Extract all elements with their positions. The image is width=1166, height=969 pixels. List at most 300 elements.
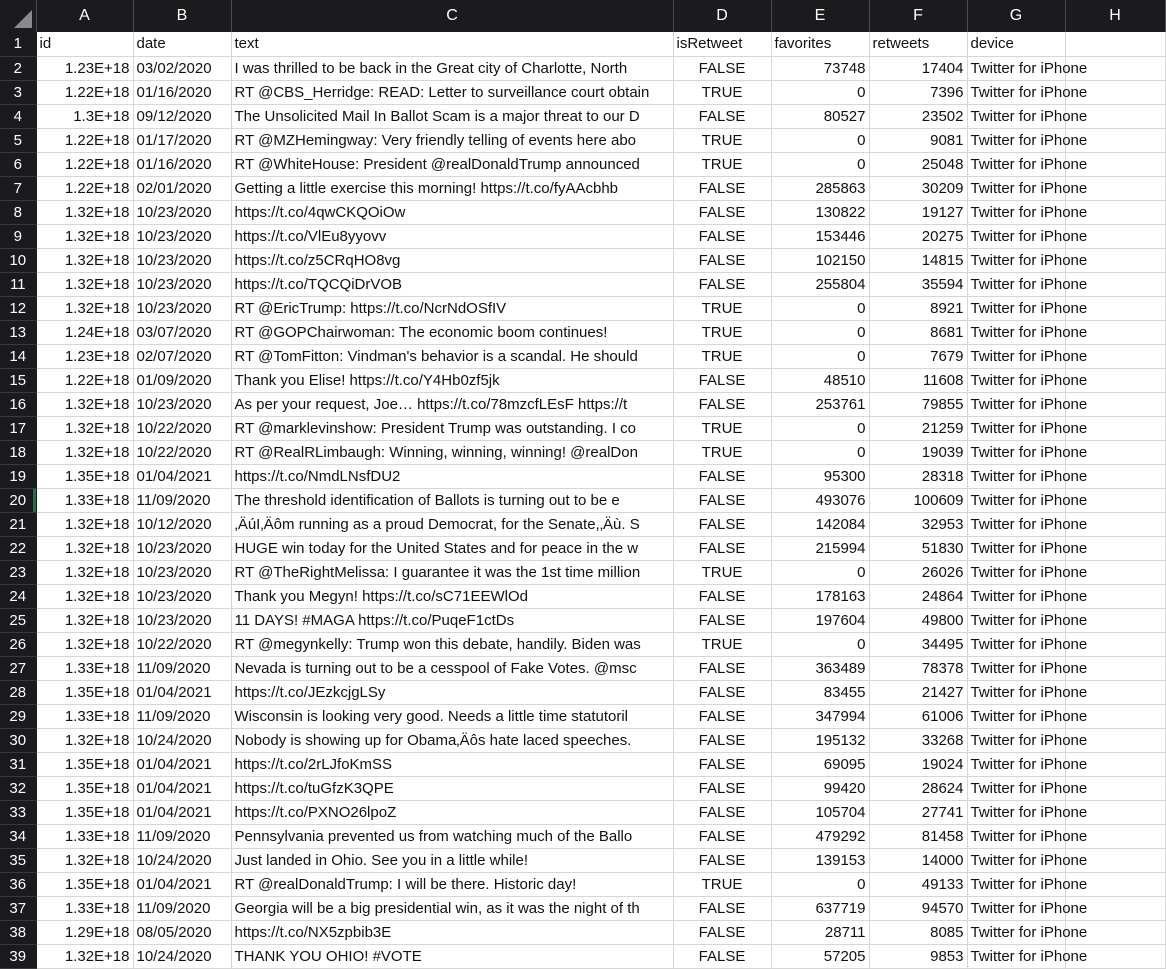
cell[interactable]: Twitter for iPhone [967, 824, 1065, 848]
cell[interactable]: 1.29E+18 [36, 920, 133, 944]
cell[interactable]: https://t.co/2rLJfoKmSS [231, 752, 673, 776]
cell[interactable]: 8085 [869, 920, 967, 944]
cell[interactable]: 0 [771, 152, 869, 176]
cell[interactable]: Twitter for iPhone [967, 536, 1065, 560]
cell[interactable]: 51830 [869, 536, 967, 560]
cell[interactable]: RT @realDonaldTrump: I will be there. Historic day! [231, 872, 673, 896]
cell[interactable]: RT @marklevinshow: President Trump was outstanding. I co [231, 416, 673, 440]
cell[interactable]: RT @TomFitton: Vindman's behavior is a scandal. He should [231, 344, 673, 368]
row-header[interactable]: 24 [0, 584, 36, 608]
cell[interactable]: TRUE [673, 320, 771, 344]
cell[interactable]: 23502 [869, 104, 967, 128]
cell[interactable]: 01/04/2021 [133, 680, 231, 704]
cell[interactable]: 253761 [771, 392, 869, 416]
cell[interactable]: FALSE [673, 752, 771, 776]
row-header[interactable]: 22 [0, 536, 36, 560]
cell[interactable]: Twitter for iPhone [967, 296, 1065, 320]
cell[interactable]: Twitter for iPhone [967, 560, 1065, 584]
cell[interactable]: Just landed in Ohio. See you in a little while! [231, 848, 673, 872]
cell[interactable]: Twitter for iPhone [967, 656, 1065, 680]
column-header-f[interactable]: F [869, 0, 967, 32]
cell[interactable]: Twitter for iPhone [967, 272, 1065, 296]
cell[interactable]: 0 [771, 296, 869, 320]
cell[interactable]: Nobody is showing up for Obama‚Äôs hate laced speeches. [231, 728, 673, 752]
column-header-a[interactable]: A [36, 0, 133, 32]
cell[interactable]: FALSE [673, 392, 771, 416]
cell[interactable]: 1.22E+18 [36, 128, 133, 152]
row-header[interactable]: 37 [0, 896, 36, 920]
cell[interactable]: 215994 [771, 536, 869, 560]
cell[interactable]: 02/07/2020 [133, 344, 231, 368]
cell[interactable]: 14815 [869, 248, 967, 272]
cell[interactable]: 1.3E+18 [36, 104, 133, 128]
cell[interactable]: 1.32E+18 [36, 728, 133, 752]
cell[interactable]: 1.35E+18 [36, 464, 133, 488]
cell[interactable]: Twitter for iPhone [967, 776, 1065, 800]
cell[interactable]: 8921 [869, 296, 967, 320]
cell[interactable]: 33268 [869, 728, 967, 752]
cell[interactable]: 78378 [869, 656, 967, 680]
cell[interactable]: 79855 [869, 392, 967, 416]
cell[interactable]: Wisconsin is looking very good. Needs a little time statutoril [231, 704, 673, 728]
cell[interactable]: 0 [771, 344, 869, 368]
cell[interactable]: 255804 [771, 272, 869, 296]
cell[interactable]: 0 [771, 80, 869, 104]
cell[interactable]: Twitter for iPhone [967, 800, 1065, 824]
row-header[interactable]: 25 [0, 608, 36, 632]
row-header[interactable]: 36 [0, 872, 36, 896]
cell[interactable]: 1.24E+18 [36, 320, 133, 344]
cell[interactable]: 1.32E+18 [36, 272, 133, 296]
cell[interactable]: 102150 [771, 248, 869, 272]
cell[interactable]: TRUE [673, 440, 771, 464]
cell[interactable]: 1.23E+18 [36, 344, 133, 368]
cell[interactable]: 25048 [869, 152, 967, 176]
cell[interactable]: 01/16/2020 [133, 80, 231, 104]
cell[interactable]: 1.22E+18 [36, 152, 133, 176]
cell[interactable]: FALSE [673, 488, 771, 512]
row-header[interactable]: 34 [0, 824, 36, 848]
cell[interactable]: Twitter for iPhone [967, 872, 1065, 896]
row-header[interactable]: 19 [0, 464, 36, 488]
cell[interactable]: 1.32E+18 [36, 944, 133, 968]
cell[interactable]: 14000 [869, 848, 967, 872]
cell[interactable]: 1.35E+18 [36, 680, 133, 704]
cell[interactable]: THANK YOU OHIO! #VOTE [231, 944, 673, 968]
cell[interactable]: Twitter for iPhone [967, 104, 1065, 128]
cell[interactable]: 1.32E+18 [36, 584, 133, 608]
cell[interactable]: Twitter for iPhone [967, 488, 1065, 512]
cell[interactable]: 11/09/2020 [133, 704, 231, 728]
cell[interactable]: 10/23/2020 [133, 200, 231, 224]
row-header[interactable]: 9 [0, 224, 36, 248]
row-header[interactable]: 35 [0, 848, 36, 872]
cell[interactable]: https://t.co/NmdLNsfDU2 [231, 464, 673, 488]
cell[interactable]: 49133 [869, 872, 967, 896]
cell[interactable]: 10/23/2020 [133, 536, 231, 560]
cell[interactable]: 1.32E+18 [36, 416, 133, 440]
cell[interactable]: TRUE [673, 344, 771, 368]
cell[interactable]: 1.35E+18 [36, 872, 133, 896]
row-header[interactable]: 6 [0, 152, 36, 176]
cell[interactable]: Twitter for iPhone [967, 320, 1065, 344]
row-header[interactable]: 28 [0, 680, 36, 704]
cell[interactable]: 9853 [869, 944, 967, 968]
row-header[interactable]: 18 [0, 440, 36, 464]
cell[interactable]: 61006 [869, 704, 967, 728]
cell[interactable]: 95300 [771, 464, 869, 488]
cell[interactable]: 8681 [869, 320, 967, 344]
row-header[interactable]: 10 [0, 248, 36, 272]
cell[interactable]: The Unsolicited Mail In Ballot Scam is a major threat to our D [231, 104, 673, 128]
cell[interactable]: 197604 [771, 608, 869, 632]
cell[interactable]: FALSE [673, 608, 771, 632]
cell[interactable]: TRUE [673, 296, 771, 320]
cell[interactable]: FALSE [673, 512, 771, 536]
cell[interactable]: ‚ÄúI‚Äôm running as a proud Democrat, for the Senate,‚Äù. S [231, 512, 673, 536]
cell[interactable]: 10/24/2020 [133, 944, 231, 968]
cell[interactable]: 1.32E+18 [36, 560, 133, 584]
cell[interactable]: 1.33E+18 [36, 704, 133, 728]
cell[interactable]: 10/23/2020 [133, 296, 231, 320]
cell[interactable]: RT @WhiteHouse: President @realDonaldTrump announced [231, 152, 673, 176]
cell[interactable]: 01/04/2021 [133, 752, 231, 776]
cell[interactable]: 28711 [771, 920, 869, 944]
cell[interactable]: 10/23/2020 [133, 608, 231, 632]
cell[interactable]: 03/02/2020 [133, 56, 231, 80]
cell[interactable]: FALSE [673, 104, 771, 128]
cell[interactable]: 01/16/2020 [133, 152, 231, 176]
cell[interactable]: 479292 [771, 824, 869, 848]
row-header[interactable]: 31 [0, 752, 36, 776]
cell[interactable]: 17404 [869, 56, 967, 80]
cell[interactable]: Twitter for iPhone [967, 512, 1065, 536]
cell[interactable]: 178163 [771, 584, 869, 608]
cell[interactable]: 493076 [771, 488, 869, 512]
row-header[interactable]: 33 [0, 800, 36, 824]
cell[interactable]: 35594 [869, 272, 967, 296]
cell[interactable]: https://t.co/tuGfzK3QPE [231, 776, 673, 800]
cell[interactable]: TRUE [673, 416, 771, 440]
cell[interactable]: FALSE [673, 464, 771, 488]
cell[interactable]: Twitter for iPhone [967, 152, 1065, 176]
cell[interactable]: As per your request, Joe… https://t.co/78mzcfLEsF https://t [231, 392, 673, 416]
cell[interactable]: 30209 [869, 176, 967, 200]
cell[interactable]: 01/04/2021 [133, 464, 231, 488]
cell[interactable]: FALSE [673, 176, 771, 200]
cell[interactable]: https://t.co/PXNO26lpoZ [231, 800, 673, 824]
cell[interactable]: 01/04/2021 [133, 776, 231, 800]
cell[interactable]: I was thrilled to be back in the Great city of Charlotte, North [231, 56, 673, 80]
row-header[interactable]: 15 [0, 368, 36, 392]
cell[interactable]: text [231, 32, 673, 56]
row-header[interactable]: 16 [0, 392, 36, 416]
cell[interactable]: 08/05/2020 [133, 920, 231, 944]
cell[interactable]: 1.32E+18 [36, 440, 133, 464]
row-header[interactable]: 11 [0, 272, 36, 296]
cell[interactable]: 19127 [869, 200, 967, 224]
cell[interactable]: The threshold identification of Ballots is turning out to be e [231, 488, 673, 512]
cell[interactable]: 1.32E+18 [36, 224, 133, 248]
cell[interactable]: Twitter for iPhone [967, 440, 1065, 464]
cell[interactable]: TRUE [673, 80, 771, 104]
cell[interactable]: 1.35E+18 [36, 776, 133, 800]
cell[interactable]: 1.33E+18 [36, 824, 133, 848]
cell[interactable]: 1.32E+18 [36, 248, 133, 272]
cell[interactable]: FALSE [673, 584, 771, 608]
cell[interactable]: FALSE [673, 656, 771, 680]
row-header[interactable]: 17 [0, 416, 36, 440]
cell[interactable]: 21259 [869, 416, 967, 440]
cell[interactable]: FALSE [673, 536, 771, 560]
cell[interactable]: 34495 [869, 632, 967, 656]
cell[interactable]: 28624 [869, 776, 967, 800]
cell[interactable]: 19024 [869, 752, 967, 776]
cell[interactable]: FALSE [673, 56, 771, 80]
cell[interactable]: 1.35E+18 [36, 800, 133, 824]
cell[interactable]: Twitter for iPhone [967, 728, 1065, 752]
cell[interactable]: 01/17/2020 [133, 128, 231, 152]
cell[interactable]: 81458 [869, 824, 967, 848]
cell[interactable]: FALSE [673, 824, 771, 848]
cell[interactable]: 1.32E+18 [36, 200, 133, 224]
cell[interactable]: FALSE [673, 680, 771, 704]
cell[interactable]: 7396 [869, 80, 967, 104]
cell[interactable]: TRUE [673, 632, 771, 656]
cell[interactable]: 10/12/2020 [133, 512, 231, 536]
cell[interactable]: 1.32E+18 [36, 296, 133, 320]
cell[interactable]: https://t.co/NX5zpbib3E [231, 920, 673, 944]
cell[interactable]: 49800 [869, 608, 967, 632]
row-header[interactable]: 21 [0, 512, 36, 536]
cell[interactable]: Thank you Elise! https://t.co/Y4Hb0zf5jk [231, 368, 673, 392]
cell[interactable]: Twitter for iPhone [967, 344, 1065, 368]
cell[interactable]: 57205 [771, 944, 869, 968]
cell[interactable]: TRUE [673, 128, 771, 152]
row-header[interactable]: 38 [0, 920, 36, 944]
cell[interactable]: 285863 [771, 176, 869, 200]
cell[interactable]: RT @CBS_Herridge: READ: Letter to surveillance court obtain [231, 80, 673, 104]
cell[interactable]: 73748 [771, 56, 869, 80]
cell[interactable]: 1.32E+18 [36, 632, 133, 656]
column-header-g[interactable]: G [967, 0, 1065, 32]
cell[interactable]: 7679 [869, 344, 967, 368]
cell[interactable]: 09/12/2020 [133, 104, 231, 128]
column-header-c[interactable]: C [231, 0, 673, 32]
cell[interactable]: 130822 [771, 200, 869, 224]
cell[interactable]: device [967, 32, 1065, 56]
cell[interactable]: 99420 [771, 776, 869, 800]
cell[interactable]: Twitter for iPhone [967, 584, 1065, 608]
cell[interactable]: FALSE [673, 248, 771, 272]
cell[interactable]: RT @RealRLimbaugh: Winning, winning, winning! @realDon [231, 440, 673, 464]
row-header[interactable]: 39 [0, 944, 36, 968]
cell[interactable]: 19039 [869, 440, 967, 464]
cell[interactable]: 94570 [869, 896, 967, 920]
cell[interactable]: Twitter for iPhone [967, 56, 1065, 80]
cell[interactable]: FALSE [673, 848, 771, 872]
cell[interactable]: 21427 [869, 680, 967, 704]
cell[interactable]: Thank you Megyn! https://t.co/sC71EEWlOd [231, 584, 673, 608]
row-header[interactable]: 20 [0, 488, 36, 512]
cell[interactable]: Twitter for iPhone [967, 392, 1065, 416]
cell[interactable]: https://t.co/TQCQiDrVOB [231, 272, 673, 296]
row-header[interactable]: 26 [0, 632, 36, 656]
cell[interactable]: RT @TheRightMelissa: I guarantee it was the 1st time million [231, 560, 673, 584]
column-header-h[interactable]: H [1065, 0, 1165, 32]
cell[interactable]: FALSE [673, 896, 771, 920]
cell[interactable]: 10/24/2020 [133, 728, 231, 752]
cell[interactable]: date [133, 32, 231, 56]
cell[interactable]: 1.32E+18 [36, 512, 133, 536]
cell[interactable]: https://t.co/VlEu8yyovv [231, 224, 673, 248]
cell[interactable]: id [36, 32, 133, 56]
row-header[interactable]: 29 [0, 704, 36, 728]
cell[interactable]: https://t.co/JEzkcjgLSy [231, 680, 673, 704]
cell[interactable]: 01/04/2021 [133, 800, 231, 824]
cell[interactable]: FALSE [673, 728, 771, 752]
cell[interactable]: Twitter for iPhone [967, 80, 1065, 104]
cell[interactable]: Twitter for iPhone [967, 752, 1065, 776]
cell[interactable]: 10/23/2020 [133, 248, 231, 272]
cell[interactable]: RT @GOPChairwoman: The economic boom continues! [231, 320, 673, 344]
cell[interactable]: FALSE [673, 368, 771, 392]
cell[interactable]: Twitter for iPhone [967, 896, 1065, 920]
cell[interactable]: 80527 [771, 104, 869, 128]
cell[interactable]: FALSE [673, 920, 771, 944]
row-header[interactable]: 2 [0, 56, 36, 80]
cell[interactable]: 10/22/2020 [133, 416, 231, 440]
cell[interactable]: Twitter for iPhone [967, 704, 1065, 728]
cell[interactable]: Twitter for iPhone [967, 176, 1065, 200]
cell[interactable]: 0 [771, 440, 869, 464]
cell[interactable]: 83455 [771, 680, 869, 704]
cell[interactable]: 100609 [869, 488, 967, 512]
cell[interactable]: FALSE [673, 224, 771, 248]
cell[interactable]: 1.33E+18 [36, 656, 133, 680]
cell[interactable]: 10/23/2020 [133, 392, 231, 416]
row-header[interactable]: 3 [0, 80, 36, 104]
cell[interactable]: FALSE [673, 272, 771, 296]
cell[interactable]: Twitter for iPhone [967, 128, 1065, 152]
cell[interactable]: 28318 [869, 464, 967, 488]
cell[interactable]: 03/07/2020 [133, 320, 231, 344]
cell[interactable]: 1.22E+18 [36, 80, 133, 104]
cell[interactable]: 363489 [771, 656, 869, 680]
cell[interactable]: 11/09/2020 [133, 896, 231, 920]
cell[interactable]: Twitter for iPhone [967, 920, 1065, 944]
cell[interactable]: 26026 [869, 560, 967, 584]
cell[interactable]: Twitter for iPhone [967, 368, 1065, 392]
cell[interactable]: 0 [771, 560, 869, 584]
cell[interactable]: 142084 [771, 512, 869, 536]
cell[interactable]: 1.22E+18 [36, 176, 133, 200]
row-header[interactable]: 4 [0, 104, 36, 128]
cell[interactable]: 10/23/2020 [133, 584, 231, 608]
cell[interactable]: 10/23/2020 [133, 560, 231, 584]
cell[interactable]: 0 [771, 872, 869, 896]
cell[interactable]: 105704 [771, 800, 869, 824]
cell[interactable]: 11/09/2020 [133, 488, 231, 512]
cell[interactable]: 0 [771, 320, 869, 344]
cell[interactable]: 02/01/2020 [133, 176, 231, 200]
cell[interactable]: 1.33E+18 [36, 488, 133, 512]
cell[interactable]: https://t.co/z5CRqHO8vg [231, 248, 673, 272]
cell[interactable]: 637719 [771, 896, 869, 920]
row-header[interactable]: 13 [0, 320, 36, 344]
cell[interactable]: 24864 [869, 584, 967, 608]
row-header[interactable]: 14 [0, 344, 36, 368]
cell[interactable]: 347994 [771, 704, 869, 728]
cell[interactable]: 20275 [869, 224, 967, 248]
cell[interactable]: Twitter for iPhone [967, 944, 1065, 968]
cell[interactable]: 1.32E+18 [36, 848, 133, 872]
cell[interactable]: 1.35E+18 [36, 752, 133, 776]
cell[interactable] [1065, 32, 1165, 56]
cell[interactable]: 1.32E+18 [36, 608, 133, 632]
cell[interactable]: 11/09/2020 [133, 824, 231, 848]
row-header[interactable]: 32 [0, 776, 36, 800]
cell[interactable]: Georgia will be a big presidential win, as it was the night of th [231, 896, 673, 920]
cell[interactable]: Twitter for iPhone [967, 632, 1065, 656]
cell[interactable]: https://t.co/4qwCKQOiOw [231, 200, 673, 224]
cell[interactable]: 01/04/2021 [133, 872, 231, 896]
cell[interactable]: TRUE [673, 560, 771, 584]
cell[interactable]: FALSE [673, 800, 771, 824]
cell[interactable]: Twitter for iPhone [967, 680, 1065, 704]
cell[interactable]: 10/23/2020 [133, 224, 231, 248]
cell[interactable]: Pennsylvania prevented us from watching much of the Ballo [231, 824, 673, 848]
cell[interactable]: 195132 [771, 728, 869, 752]
cell[interactable]: 01/09/2020 [133, 368, 231, 392]
cell[interactable]: 11/09/2020 [133, 656, 231, 680]
cell[interactable]: FALSE [673, 704, 771, 728]
cell[interactable]: Twitter for iPhone [967, 224, 1065, 248]
cell[interactable]: favorites [771, 32, 869, 56]
cell[interactable]: 1.32E+18 [36, 392, 133, 416]
cell[interactable]: 27741 [869, 800, 967, 824]
cell[interactable]: 1.22E+18 [36, 368, 133, 392]
cell[interactable]: Getting a little exercise this morning! https://t.co/fyAAcbhb [231, 176, 673, 200]
row-header[interactable]: 30 [0, 728, 36, 752]
column-header-d[interactable]: D [673, 0, 771, 32]
cell[interactable]: 10/23/2020 [133, 272, 231, 296]
column-header-b[interactable]: B [133, 0, 231, 32]
cell[interactable]: 0 [771, 632, 869, 656]
cell[interactable]: Nevada is turning out to be a cesspool of Fake Votes. @msc [231, 656, 673, 680]
cell[interactable]: Twitter for iPhone [967, 248, 1065, 272]
cell[interactable]: 153446 [771, 224, 869, 248]
cell[interactable]: FALSE [673, 776, 771, 800]
column-header-e[interactable]: E [771, 0, 869, 32]
cell[interactable]: 0 [771, 128, 869, 152]
row-header[interactable]: 7 [0, 176, 36, 200]
row-header[interactable]: 8 [0, 200, 36, 224]
cell[interactable]: RT @megynkelly: Trump won this debate, handily. Biden was [231, 632, 673, 656]
cell[interactable]: Twitter for iPhone [967, 416, 1065, 440]
cell[interactable]: 11608 [869, 368, 967, 392]
cell[interactable]: Twitter for iPhone [967, 200, 1065, 224]
row-header[interactable]: 5 [0, 128, 36, 152]
cell[interactable]: 11 DAYS! #MAGA https://t.co/PuqeF1ctDs [231, 608, 673, 632]
row-header[interactable]: 27 [0, 656, 36, 680]
cell[interactable]: RT @EricTrump: https://t.co/NcrNdOSfIV [231, 296, 673, 320]
cell[interactable]: 9081 [869, 128, 967, 152]
cell[interactable]: 32953 [869, 512, 967, 536]
cell[interactable]: 10/22/2020 [133, 632, 231, 656]
cell[interactable]: 1.33E+18 [36, 896, 133, 920]
cell[interactable]: 10/24/2020 [133, 848, 231, 872]
